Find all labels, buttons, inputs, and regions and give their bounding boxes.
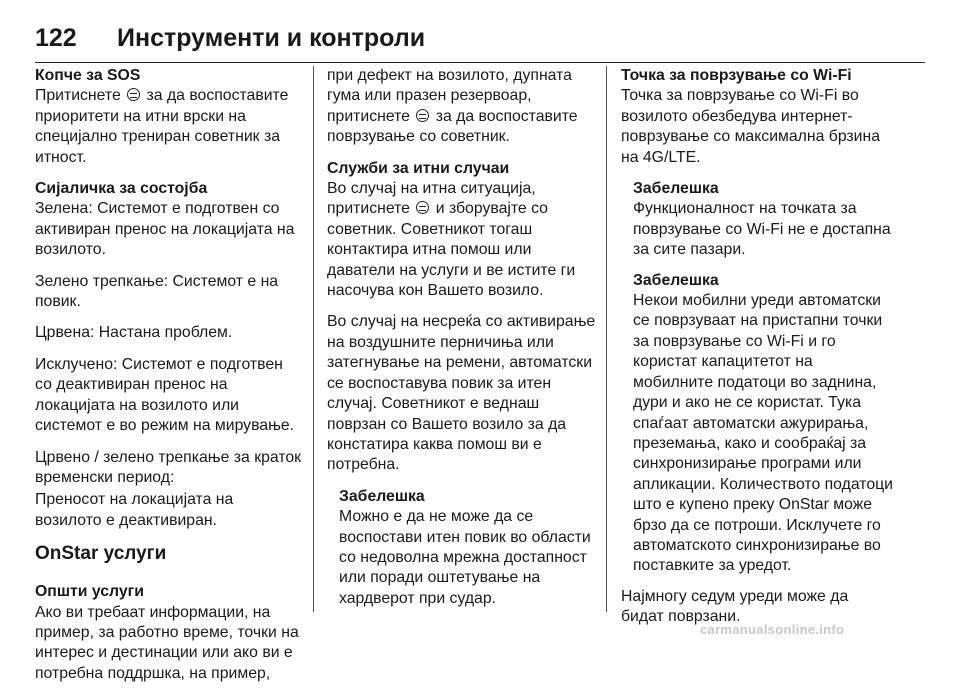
note-box [327,487,599,609]
text: за да воспоставите приоритети на итни врски на специјално трениран советник за итност. [35,87,289,166]
paragraph [327,179,599,301]
note-heading: Забелешка [339,487,425,505]
text: Во случај на итна ситуација, притиснете [327,180,536,218]
text: за да воспоставите поврзување со советник. [327,107,578,146]
note-box [621,179,893,261]
paragraph: Во случај на несреќа со активирање на воздушните перничиња или затегнување на ремени, автоматски се воспоставува повик за итен случај. Советникот е веднаш поврзан со Вашето возило за да констатира каква помош ви е потребна. [327,313,596,474]
column-3 [621,66,893,639]
onstar-button-icon [416,201,429,214]
note-body: Можно е да не може да се воспостави итен повик во области со недоволна мрежна достапност или поради оштетување на хардверот при судар. [339,508,591,607]
paragraph [327,66,599,148]
column-divider [606,66,607,612]
note-heading: Забелешка [633,271,719,289]
heading-onstar-services: OnStar услуги [35,543,167,565]
note-body: Функционалност на точката за поврзување со Wi-Fi не е достапна за сите пазари. [633,200,891,259]
paragraph: Исклучено: Системот е подготвен со деактивиран пренос на локацијата на возилото или системот е во режим на мирување. [35,355,295,435]
paragraph: Преносот на локацијата на возилото е деактивиран. [35,491,234,529]
column-divider [313,66,314,612]
text: при дефект на возилото, дупната гума или празен резервоар, притиснете [327,67,572,125]
paragraph: Ако ви требаат информации, на пример, за работно време, точки на интерес и дестинации или ако ви е потребна поддршка, на пример, [35,603,299,682]
heading-emergency-services: Служби за итни случаи [327,159,510,177]
note-box [621,271,893,577]
heading-wifi-hotspot: Точка за поврзување со Wi-Fi [621,67,852,84]
onstar-button-icon [127,88,140,101]
paragraph [35,86,303,168]
heading-sos-button: Копче за SOS [35,67,141,84]
paragraph: Зелена: Системот е подготвен со активиран пренос на локацијата на возилото. [35,200,295,259]
page-header [35,22,925,63]
paragraph: Зелено трепкање: Системот е на повик. [35,272,279,311]
note-heading: Забелешка [633,180,719,198]
paragraph: Црвена: Настана проблем. [35,324,233,342]
heading-status-light: Сијаличка за состојба [35,180,208,198]
paragraph: Точка за поврзување со Wi-Fi во возилото обезбедува интернет-поврзување со максимална брзина на 4G/LTE. [621,87,881,166]
note-body: Некои мобилни уреди автоматски се поврзуваат на пристапни точки за поврзување со Wi-Fi и го користат капацитетот на мобилните податоци во заднина, дури и ако не се користат. Тука спаѓаат автоматски ажурирања, преземања, како и сообраќај за синхронизирање програми или апликации. Количеството податоци што е купено преку OnStar може брзо да се потроши. Исклучете го автоматското синхронизирање во поставките за уредот. [633,292,893,575]
heading-general-services: Општи услуги [35,583,144,601]
text: и зборувајте со советник. Советникот тогаш контактира итна помош или даватели на услуги и ве истите ги насочува кон Вашето возило. [327,200,576,300]
watermark: carmanualsonline.info [700,622,845,637]
column-2 [327,66,599,619]
onstar-button-icon [416,109,429,122]
page-title: Инструменти и контроли [117,24,426,52]
paragraph: Црвено / зелено трепкање за краток временски период: [35,448,302,486]
column-1 [35,66,303,695]
paragraph: Најмногу седум уреди може да бидат поврзани. [621,587,849,626]
page-number: 122 [35,24,77,52]
text: Притиснете [35,87,121,105]
